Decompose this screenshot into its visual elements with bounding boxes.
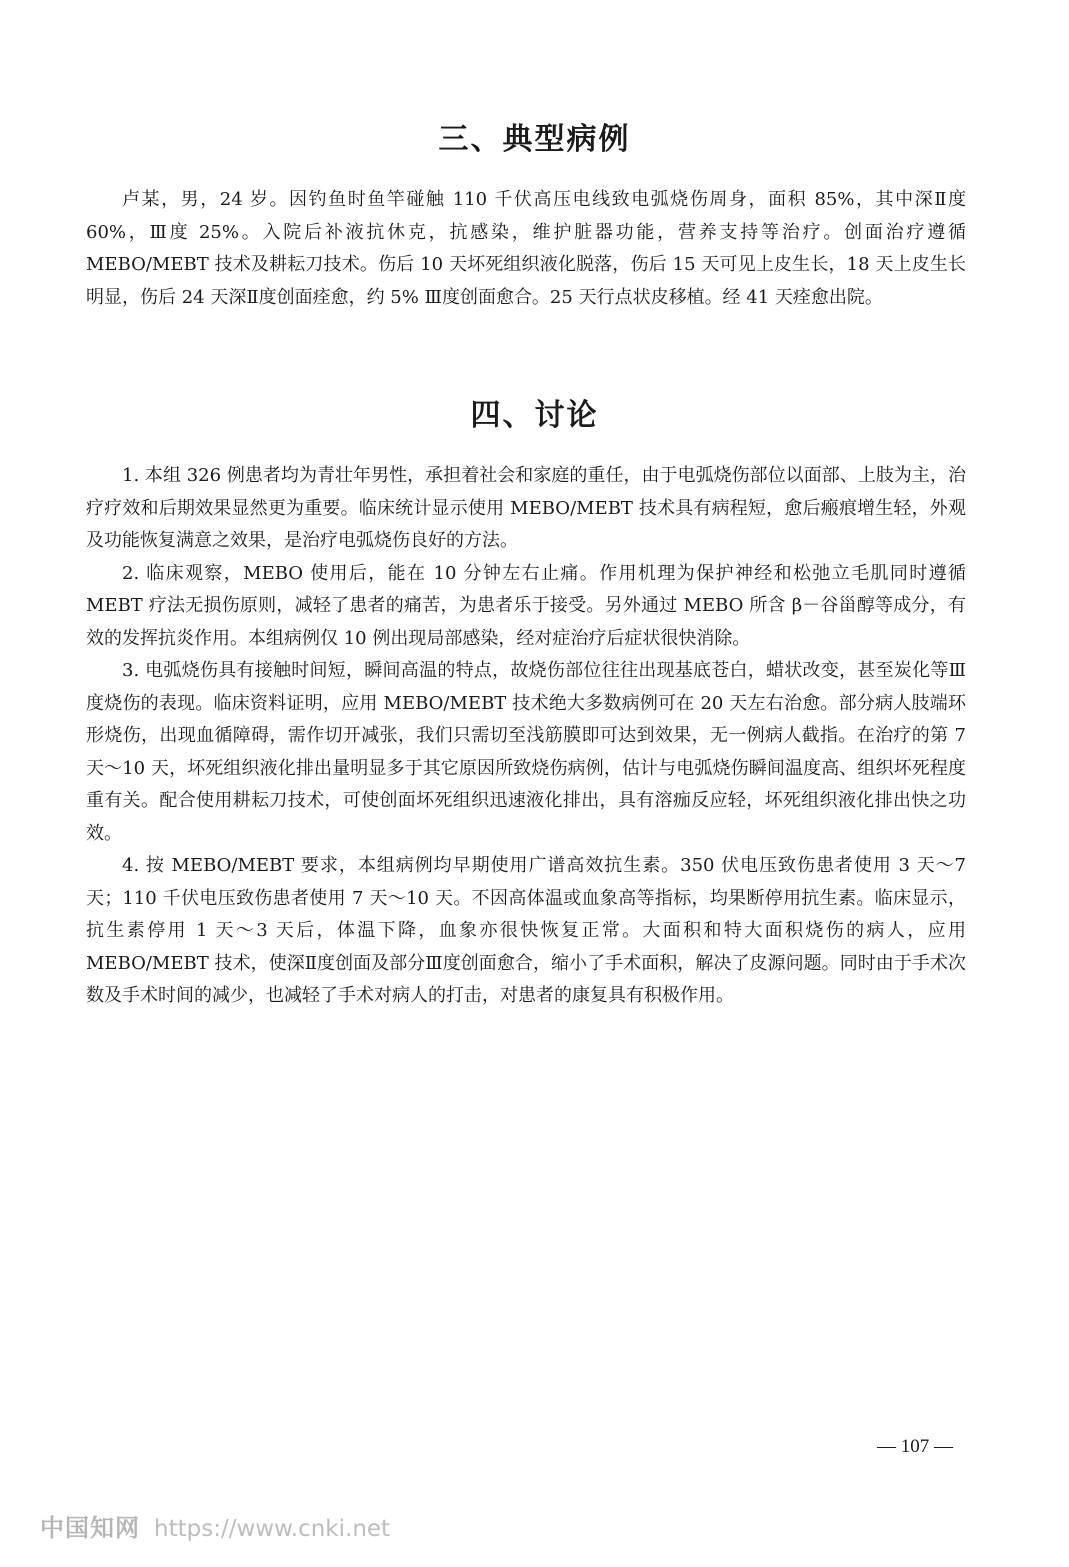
typical-case-body	[86, 184, 966, 314]
section-heading-discussion: 四、讨论	[470, 398, 599, 433]
watermark-url: https://www.cnki.net	[154, 1516, 391, 1542]
section-heading-typical-case: 三、典型病例	[438, 122, 631, 157]
watermark-logo: 中国知网	[40, 1514, 140, 1542]
watermark	[40, 1508, 390, 1543]
discussion-paragraph-3: 3. 电弧烧伤具有接触时间短，瞬间高温的特点，故烧伤部位往往出现基底苍白，蜡状改变，甚至炭化等Ⅲ度烧伤的表现。临床资料证明，应用 MEBO/MEBT 技术绝大多数病例可在 20 天左右治愈。部分病人肢端环形烧伤，出现血循障碍，需作切开减张，我们只需切至浅筋膜即可达到效果，无一例病人截指。在治疗的第 7 天～10 天，坏死组织液化排出量明显多于其它原因所致烧伤病例，估计与电弧烧伤瞬间温度高、组织坏死程度重有关。配合使用耕耘刀技术，可使创面坏死组织迅速液化排出，具有溶痂反应轻，坏死组织液化排出快之功效。	[86, 660, 966, 844]
discussion-body	[86, 460, 966, 1013]
discussion-paragraph-2: 2. 临床观察，MEBO 使用后，能在 10 分钟左右止痛。作用机理为保护神经和松弛立毛肌同时遵循 MEBT 疗法无损伤原则，减轻了患者的痛苦，为患者乐于接受。另外通过 MEBO 所含 β－谷甾醇等成分，有效的发挥抗炎作用。本组病例仅 10 例出现局部感染，经对症治疗后症状很快消除。	[86, 562, 966, 649]
page-number: — 107 —	[877, 1436, 953, 1457]
paragraph: 卢某，男，24 岁。因钓鱼时鱼竿碰触 110 千伏高压电线致电弧烧伤周身，面积 85%，其中深Ⅱ度 60%，Ⅲ度 25%。入院后补液抗休克，抗感染，维护脏器功能，营养支持等治疗。创面治疗遵循 MEBO/MEBT 技术及耕耘刀技术。伤后 10 天坏死组织液化脱落，伤后 15 天可见上皮生长，18 天上皮生长明显，伤后 24 天深Ⅱ度创面痊愈，约 5% Ⅲ度创面愈合。25 天行点状皮移植。经 41 天痊愈出院。	[86, 189, 966, 308]
discussion-paragraph-1: 1. 本组 326 例患者均为青壮年男性，承担着社会和家庭的重任，由于电弧烧伤部位以面部、上肢为主，治疗疗效和后期效果显然更为重要。临床统计显示使用 MEBO/MEBT 技术具有病程短，愈后瘢痕增生轻，外观及功能恢复满意之效果，是治疗电弧烧伤良好的方法。	[86, 465, 966, 551]
discussion-paragraph-4: 4. 按 MEBO/MEBT 要求，本组病例均早期使用广谱高效抗生素。350 伏电压致伤患者使用 3 天～7 天；110 千伏电压致伤患者使用 7 天～10 天。不因高体温或血象高等指标，均果断停用抗生素。临床显示，抗生素停用 1 天～3 天后，体温下降，血象亦很快恢复正常。大面积和特大面积烧伤的病人，应用 MEBO/MEBT 技术，使深Ⅱ度创面及部分Ⅲ度创面愈合，缩小了手术面积，解决了皮源问题。同时由于手术次数及手术时间的减少，也减轻了手术对病人的打击，对患者的康复具有积极作用。	[86, 855, 966, 1006]
